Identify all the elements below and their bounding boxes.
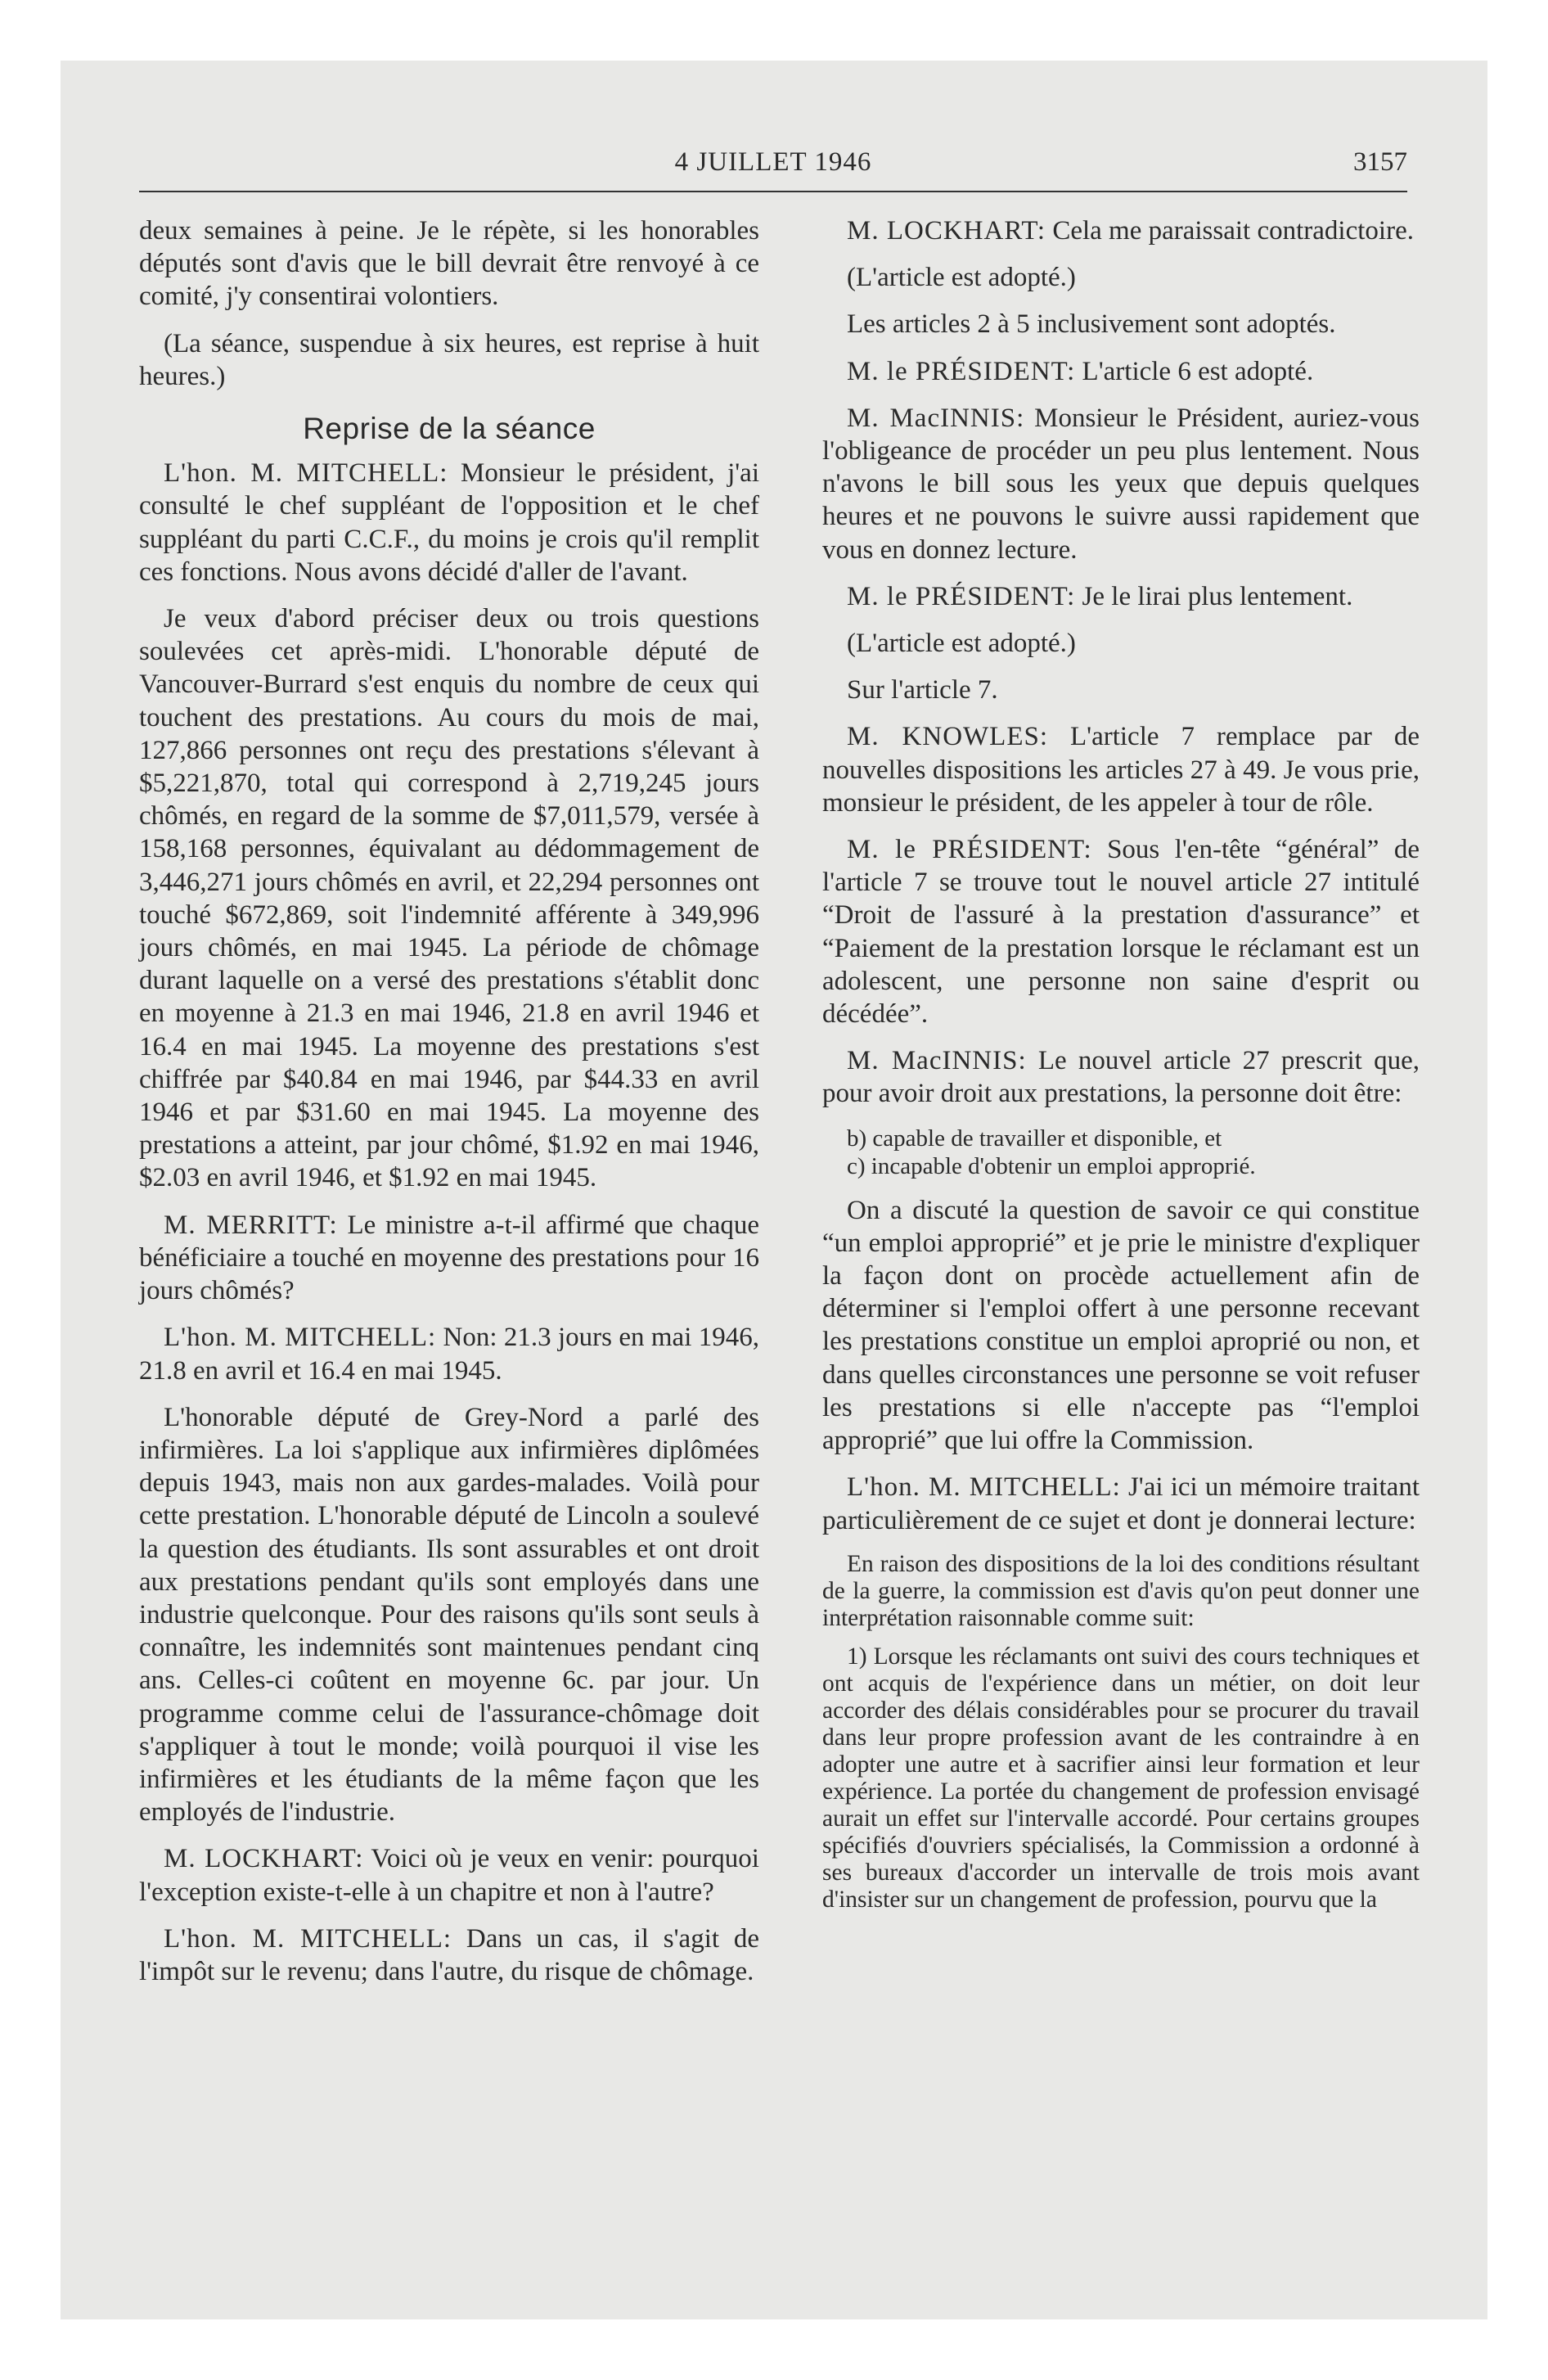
speaker-name: M. le PRÉSIDENT:	[847, 581, 1076, 611]
paragraph	[822, 214, 1420, 247]
paragraph	[822, 355, 1420, 388]
quoted-memo: En raison des dispositions de la loi des conditions résultant de la guerre, la commission est d'avis qu'on peut donner une interprétation raisonnable comme suit:	[822, 1550, 1420, 1631]
speech-text: L'article 6 est adopté.	[1075, 356, 1314, 386]
speaker-name: M. le PRÉSIDENT:	[847, 356, 1076, 386]
list-item: c) incapable d'obtenir un emploi approprié.	[847, 1152, 1256, 1179]
paragraph	[822, 580, 1420, 613]
speaker-name: M. LOCKHART:	[847, 216, 1046, 246]
speech-text: Monsieur le président, j'ai consulté le chef suppléant de l'opposition et le chef suppléant du parti C.C.F., du moins je crois qu'il remplit ces fonctions. Nous avons décidé d'aller de l'avant.	[139, 458, 759, 587]
list-item: b) capable de travailler et disponible, et	[847, 1125, 1222, 1152]
header-date: 4 JUILLET 1946	[674, 147, 872, 177]
speaker-name: L'hon. M. MITCHELL:	[164, 1323, 437, 1353]
speech-text: J'ai ici un mémoire traitant particulièrement de ce sujet et dont je donnerai lecture:	[822, 1472, 1420, 1535]
section-heading: Reprise de la séance	[303, 412, 596, 446]
right-column	[822, 214, 1420, 1925]
paragraph	[822, 720, 1420, 819]
paragraph: (L'article est adopté.)	[847, 629, 1076, 659]
speaker-name: M. LOCKHART:	[164, 1844, 364, 1874]
paragraph: (La séance, suspendue à six heures, est reprise à huit heures.)	[139, 328, 759, 391]
speech-text: Non: 21.3 jours en mai 1946, 21.8 en avril et 16.4 en mai 1945.	[139, 1323, 759, 1386]
paragraph	[822, 402, 1420, 566]
paragraph: (L'article est adopté.)	[847, 263, 1076, 293]
speech-text: Dans un cas, il s'agit de l'impôt sur le revenu; dans l'autre, du risque de chômage.	[139, 1923, 759, 1986]
speaker-name: L'hon. M. MITCHELL:	[164, 458, 448, 489]
paragraph	[139, 1842, 759, 1908]
speaker-name: M. MacINNIS:	[847, 1046, 1027, 1076]
speech-text: Voici où je veux en venir: pourquoi l'exception existe-t-elle à un chapitre et non à l'autre?	[139, 1844, 759, 1907]
paragraph	[139, 1321, 759, 1386]
speaker-name: M. MacINNIS:	[847, 403, 1025, 433]
speech-text: Sous l'en-tête “général” de l'article 7 se trouve tout le nouvel article 27 intitulé “Droit de l'assuré à la prestation d'assurance” et “Paiement de la prestation lorsque le réclamant est un adolescent, une personne non saine d'esprit ou décédée”.	[822, 835, 1420, 1030]
speech-text: Monsieur le Président, auriez-vous l'obligeance de procéder un peu plus lentement. Nous n'avons le bill sous les yeux que depuis quelques heures et ne pouvons le suivre aussi rapidement que vous en donnez lecture.	[822, 403, 1420, 565]
speech-text: Cela me paraissait contradictoire.	[1046, 216, 1414, 246]
paragraph: On a discuté la question de savoir ce qui constitue “un emploi approprié” et je prie le ministre d'expliquer la façon dont on procède actuellement afin de déterminer si l'emploi offert à une personne recevant les prestations constitue un emploi aproprié ou non, et dans quelles circonstances une personne se voit refuser les prestations si elle n'accepte pas “l'emploi approprié” que lui offre la Commission.	[822, 1195, 1420, 1456]
quoted-memo: 1) Lorsque les réclamants ont suivi des cours techniques et ont acquis de l'expérience dans un métier, on doit leur accorder des délais considérables pour se procurer du travail dans leur propre profession avant de les contraindre à en adopter une autre et à sacrifier ainsi leur formation et leur expérience. La portée du changement de profession envisagé aurait un effet sur l'intervalle accordé. Pour certains groupes spécifiés d'ouvriers spécialisés, la Commission a ordonné à ses bureaux d'accorder un intervalle de trois mois avant d'insister sur un changement de profession, pourvu que la	[822, 1643, 1420, 1913]
left-column	[139, 214, 759, 2002]
paragraph: Les articles 2 à 5 inclusivement sont adoptés.	[847, 309, 1336, 340]
paragraph	[822, 833, 1420, 1030]
speaker-name: M. KNOWLES:	[847, 722, 1049, 752]
paragraph: Sur l'article 7.	[847, 675, 998, 705]
paragraph	[139, 457, 759, 588]
speaker-name: M. MERRITT:	[164, 1210, 338, 1240]
paragraph: deux semaines à peine. Je le répète, si les honorables députés sont d'avis que le bill devrait être renvoyé à ce comité, j'y consentirai volontiers.	[139, 216, 759, 312]
paragraph	[822, 1044, 1420, 1110]
speech-text: Le ministre a-t-il affirmé que chaque bénéficiaire a touché en moyenne des prestations pour 16 jours chômés?	[139, 1210, 759, 1306]
page-number: 3157	[1353, 147, 1407, 177]
paragraph	[139, 1922, 759, 1988]
paragraph: L'honorable député de Grey-Nord a parlé des infirmières. La loi s'applique aux infirmières diplômées depuis 1943, mais non aux gardes-malades. Voilà pour cette prestation. L'honorable député de Lincoln a soulevé la question des étudiants. Ils sont assurables et ont droit aux prestations pendant qu'ils sont employés dans une industrie quelconque. Pour des raisons qu'ils sont seuls à connaître, les indemnités sont maintenues pendant cinq ans. Celles-ci coûtent en moyenne 6c. par jour. Un programme comme celui de l'assurance-chômage doit s'appliquer à tout le monde; voilà pourquoi il vise les infirmières et les étudiants de la même façon que les employés de l'industrie.	[139, 1402, 759, 1828]
paragraph	[139, 1209, 759, 1308]
speech-text: L'article 7 remplace par de nouvelles dispositions les articles 27 à 49. Je vous prie, monsieur le président, de les appeler à tour de rôle.	[822, 722, 1420, 818]
paragraph	[822, 1471, 1420, 1536]
speech-text: Le nouvel article 27 prescrit que, pour avoir droit aux prestations, la personne doit être:	[822, 1046, 1420, 1109]
speaker-name: L'hon. M. MITCHELL:	[164, 1923, 452, 1954]
paragraph: Je veux d'abord préciser deux ou trois questions soulevées cet après-midi. L'honorable député de Vancouver-Burrard s'est enquis du nombre de ceux qui touchent des prestations. Au cours du mois de mai, 127,866 personnes ont reçu des prestations s'élevant à $5,221,870, total qui correspond à 2,719,245 jours chômés, en regard de la somme de $7,011,579, versée à 158,168 personnes, équivalant au dédommagement de 3,446,271 jours chômés en avril, et 22,294 personnes ont touché $672,869, soit l'indemnité afférente à 349,996 jours chômés, en mai 1945. La période de chômage durant laquelle on a versé des prestations s'établit donc en moyenne à 21.3 en mai 1946, 21.8 en avril 1946 et 16.4 en mai 1945. La moyenne des prestations s'est chiffrée par $40.84 en mai 1946, par $44.33 en avril 1946 et par $31.60 en mai 1945. La moyenne des prestations a atteint, par jour chômé, $1.92 en mai 1946, $2.03 en avril 1946, et $1.92 en mai 1945.	[139, 604, 759, 1193]
speaker-name: M. le PRÉSIDENT:	[847, 835, 1092, 865]
condition-list	[822, 1125, 1420, 1180]
speaker-name: L'hon. M. MITCHELL:	[847, 1472, 1121, 1503]
speech-text: Je le lirai plus lentement.	[1075, 581, 1353, 611]
header-rule	[139, 191, 1407, 192]
page-header	[139, 147, 1407, 180]
